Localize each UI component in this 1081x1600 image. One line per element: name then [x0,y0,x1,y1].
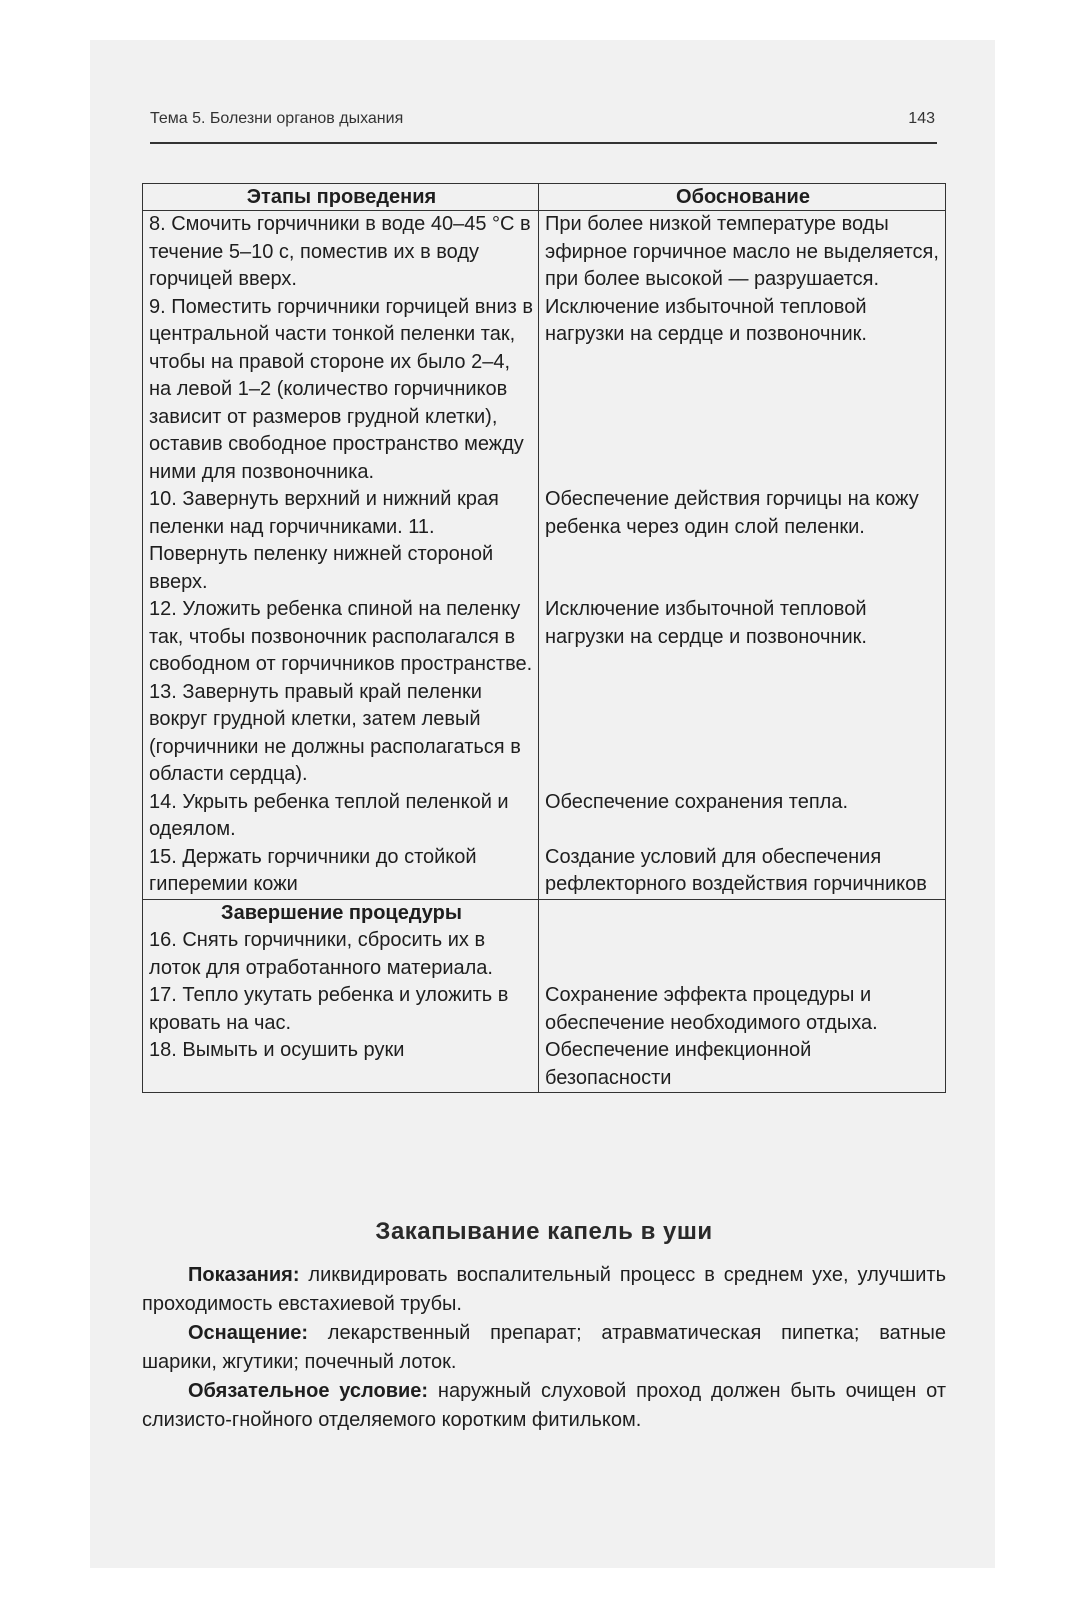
reason-cell [539,927,946,982]
table-row [143,486,946,596]
step-cell: 15. Держать горчичники до стойкой гиперемии кожи [143,844,539,900]
table-row [143,982,946,1037]
reason-cell: Исключение избыточной тепловой нагрузки на сердце и позвоночник. [539,596,946,789]
reason-cell: Исключение избыточной тепловой нагрузки на сердце и позвоночник. [539,294,946,487]
paragraph-condition [142,1377,946,1435]
table-row [143,844,946,900]
table-row [143,789,946,844]
table-row [143,927,946,982]
step-cell: 12. Уложить ребенка спиной на пеленку так, чтобы позвоночник располагался в свободном от горчичников пространстве. 13. Завернуть правый край пеленки вокруг грудной клетки, затем левый (горчичники не должны располагаться в области сердца). [143,596,539,789]
reason-cell: Обеспечение сохранения тепла. [539,789,946,844]
running-header [150,110,935,128]
reason-cell: Обеспечение инфекционной безопасности [539,1037,946,1093]
paragraph-text: наружный слуховой проход должен быть очищен от слизисто-гнойного отделяемого коротким фитильком. [142,1380,946,1431]
step-cell: 14. Укрыть ребенка теплой пеленкой и одеялом. [143,789,539,844]
col-header-steps: Этапы проведения [143,184,539,211]
reason-cell: Создание условий для обеспечения рефлекторного воздействия горчичников [539,844,946,900]
step-cell: 18. Вымыть и осушить руки [143,1037,539,1093]
table-header-row [143,184,946,211]
step-cell: 8. Смочить горчичники в воде 40–45 °С в течение 5–10 с, поместив их в воду горчицей вверх. [143,211,539,294]
paragraph-text: лекарственный препарат; атравматическая пипетка; ватные шарики, жгутики; почечный лоток. [142,1322,946,1373]
paragraph-label: Показания: [188,1264,300,1286]
header-rule [150,142,937,144]
table-row [143,1037,946,1093]
page-number: 143 [908,110,935,127]
section-body [142,1261,946,1435]
section-heading: Закапывание капель в уши [375,1218,713,1245]
book-page [90,40,995,1568]
step-cell: 17. Тепло укутать ребенка и уложить в кровать на час. [143,982,539,1037]
reason-cell [539,899,946,927]
table-row [143,596,946,789]
running-title: Тема 5. Болезни органов дыхания [150,110,404,127]
paragraph-indications [142,1261,946,1319]
step-cell: 10. Завернуть верхний и нижний края пеленки над горчичниками. 11. Повернуть пеленку нижней стороной вверх. [143,486,539,596]
step-cell: 16. Снять горчичники, сбросить их в лоток для отработанного материала. [143,927,539,982]
reason-cell: Сохранение эффекта процедуры и обеспечение необходимого отдыха. [539,982,946,1037]
step-cell: 9. Поместить горчичники горчицей вниз в центральной части тонкой пеленки так, чтобы на правой стороне их было 2–4, на левой 1–2 (количество горчичников зависит от размеров грудной клетки), оставив свободное пространство между ними для позвоночника. [143,294,539,487]
completion-title: Завершение процедуры [143,899,539,927]
paragraph-equipment [142,1319,946,1377]
table-row [143,211,946,294]
paragraph-label: Оснащение: [188,1322,309,1344]
reason-cell: Обеспечение действия горчицы на кожу ребенка через один слой пеленки. [539,486,946,596]
table-row [143,294,946,487]
table-section-row [143,899,946,927]
reason-cell: При более низкой температуре воды эфирное горчичное масло не выделяется, при более высокой — разрушается. [539,211,946,294]
paragraph-label: Обязательное условие: [188,1380,429,1402]
col-header-reason: Обоснование [539,184,946,211]
procedure-table [142,183,946,1093]
paragraph-text: ликвидировать воспалительный процесс в среднем ухе, улучшить проходимость евстахиевой трубы. [142,1264,946,1315]
